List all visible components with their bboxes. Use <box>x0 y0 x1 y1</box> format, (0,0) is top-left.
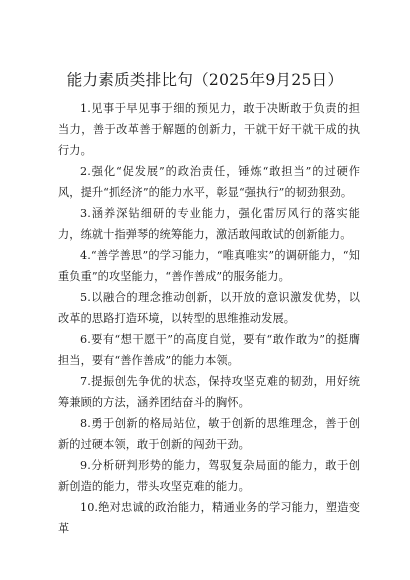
list-item: 9.分析研判形势的能力，驾驭复杂局面的能力，敢于创新创造的能力，带头攻坚克难的能力。 <box>58 459 360 493</box>
list-item: 8.勇于创新的格局站位，敏于创新的思维理念，善于创新的过硬本领，敢于创新的闯劲干劲。 <box>58 417 360 451</box>
list-item: 6.要有“想干愿干”的高度自觉，要有“敢作敢为”的挺膺担当，要有“善作善成”的能力本领。 <box>58 333 360 367</box>
list-item: 7.提振创先争优的状态，保持攻坚克难的韧劲，用好统筹兼顾的方法，涵养团结奋斗的胸怀。 <box>58 375 360 409</box>
list-item: 4.“善学善思”的学习能力，“唯真唯实”的调研能力，“知重负重”的攻坚能力，“善作善成”的服务能力。 <box>58 249 360 283</box>
sentence-list <box>58 98 360 539</box>
list-item: 10.绝对忠诚的政治能力，精通业务的学习能力，塑造变革 <box>58 501 360 535</box>
list-item: 2.强化“促发展”的政治责任，锤炼“敢担当”的过硬作风，提升“抓经济”的能力水平，彰显“强执行”的韧劲狠劲。 <box>58 165 360 199</box>
document-title: 能力素质类排比句（2025年9月25日） <box>66 71 344 89</box>
list-item: 5.以融合的理念推动创新，以开放的意识激发优势，以改革的思路打造环境，以转型的思维推动发展。 <box>58 291 360 325</box>
list-item: 1.见事于早见事于细的预见力，敢于决断敢于负责的担当力，善于改革善于解题的创新力，干就干好干就干成的执行力。 <box>58 102 360 157</box>
list-item: 3.涵养深钻细研的专业能力，强化雷厉风行的落实能力，练就十指弹琴的统筹能力，激活敢闯敢试的创新能力。 <box>58 207 360 241</box>
